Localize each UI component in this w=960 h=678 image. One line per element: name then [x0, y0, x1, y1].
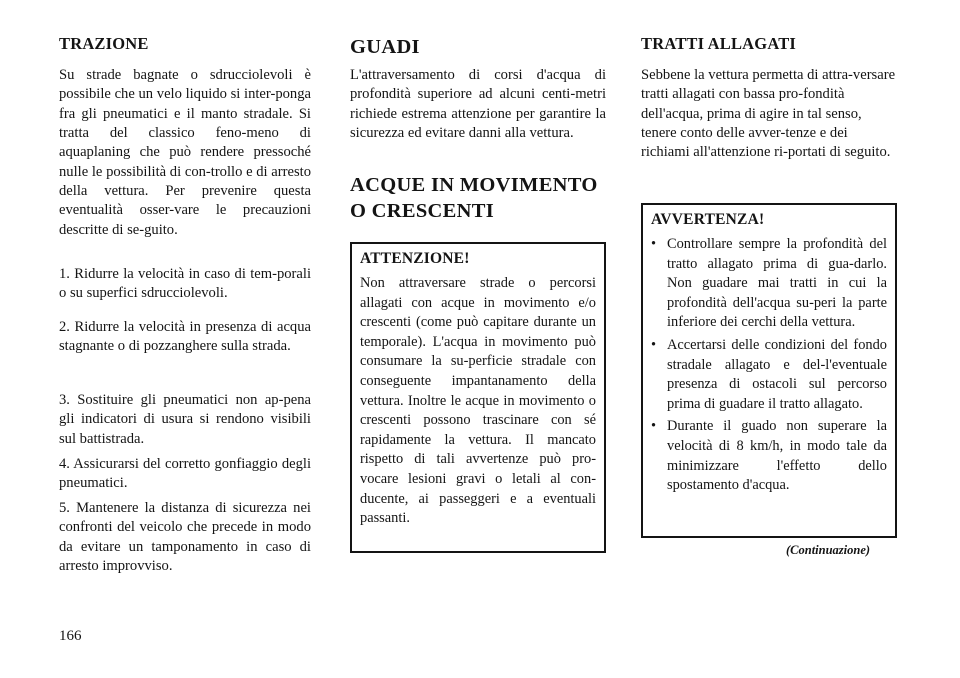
caution-text: Non attraversare strade o percorsi allagati con acque in movimento e/o crescenti (come può capitare durante un temporale). L'acqua in movimento può consumare la su-perficie stradale con conseguente impantanamento della vettura. Inoltre le acque in movimento o crescenti possono trascinare con sé rapidamente la vettura. Il mancato rispetto di tali avvertenze può pro-vocare lesioni gravi o letali al con-ducente, ai passeggeri e a eventuali passanti. [360, 275, 596, 527]
traction-step-2: 2. Ridurre la velocità in presenza di acqua stagnante o di pozzanghere sulla strada. [59, 319, 311, 355]
flooded-intro: Sebbene la vettura permetta di attra-versare tratti allagati con bassa pro-fondità dell'acqua, prima di agire in tal senso, tenere conto delle avver-tenze e dei richiami all'attenzione ri-portati di seguito. [641, 67, 896, 161]
subheading-moving-water: ACQUE IN MOVIMENTO O CRESCENTI [350, 174, 598, 222]
page-number: 166 [59, 628, 82, 644]
heading-traction: TRAZIONE [59, 34, 149, 53]
fords-intro: L'attraversamento di corsi d'acqua di profondità superiore ad alcuni centi-metri richiede estrema attenzione per garantire la sicurezza ed evitare danni alla vettura. [350, 67, 606, 142]
continuation-note: (Continuazione) [786, 543, 871, 557]
warning-item [649, 336, 887, 414]
heading-fords: GUADI [350, 36, 420, 58]
warning-title: AVVERTENZA! [651, 211, 765, 228]
warning-item-text: Controllare sempre la profondità del tratto allagato prima di gua-darlo. Non guadare mai tratti in cui la profondità dell'acqua su-peri la parte inferiore dei cerchi della vettura. [667, 236, 887, 331]
warning-box [641, 203, 897, 538]
caution-box [350, 242, 606, 553]
traction-intro: Su strade bagnate o sdrucciolevoli è possibile che un velo liquido si inter-ponga fra gli pneumatici e il manto stradale. Si tratta del classico feno-meno di aquaplaning che può rendere pressoché nulle le possibilità di con-trollo e di arresto della vettura. Per prevenire questa eventualità osser-vare le precauzioni descritte di se-guito. [59, 67, 311, 238]
traction-step-3: 3. Sostituire gli pneumatici non ap-pena gli indicatori di usura si rendono visibili sul battistrada. [59, 392, 311, 447]
warning-item [649, 235, 887, 333]
bullet-icon: • [651, 336, 657, 353]
bullet-icon: • [651, 236, 657, 252]
traction-step-4: 4. Assicurarsi del corretto gonfiaggio degli pneumatici. [59, 456, 311, 492]
warning-item-text: Accertarsi delle condizioni del fondo stradale allagato e del-l'eventuale presenza di ostacoli sul percorso prima di guadare il tratto allagato. [667, 336, 887, 412]
bullet-icon: • [651, 418, 657, 435]
traction-step-5: 5. Mantenere la distanza di sicurezza nei confronti del veicolo che precede in modo da evitare un tamponamento in caso di arresto improvviso. [59, 500, 311, 575]
warning-item-text: Durante il guado non superare la velocità di 8 km/h, in modo tale da minimizzare l'effetto dello spostamento d'acqua. [667, 418, 887, 494]
traction-step-1: 1. Ridurre la velocità in caso di tem-porali o su superfici sdrucciolevoli. [59, 266, 311, 302]
caution-title: ATTENZIONE! [360, 250, 470, 267]
heading-flooded: TRATTI ALLAGATI [641, 34, 797, 53]
warning-item [649, 417, 887, 495]
warning-list [649, 235, 887, 499]
